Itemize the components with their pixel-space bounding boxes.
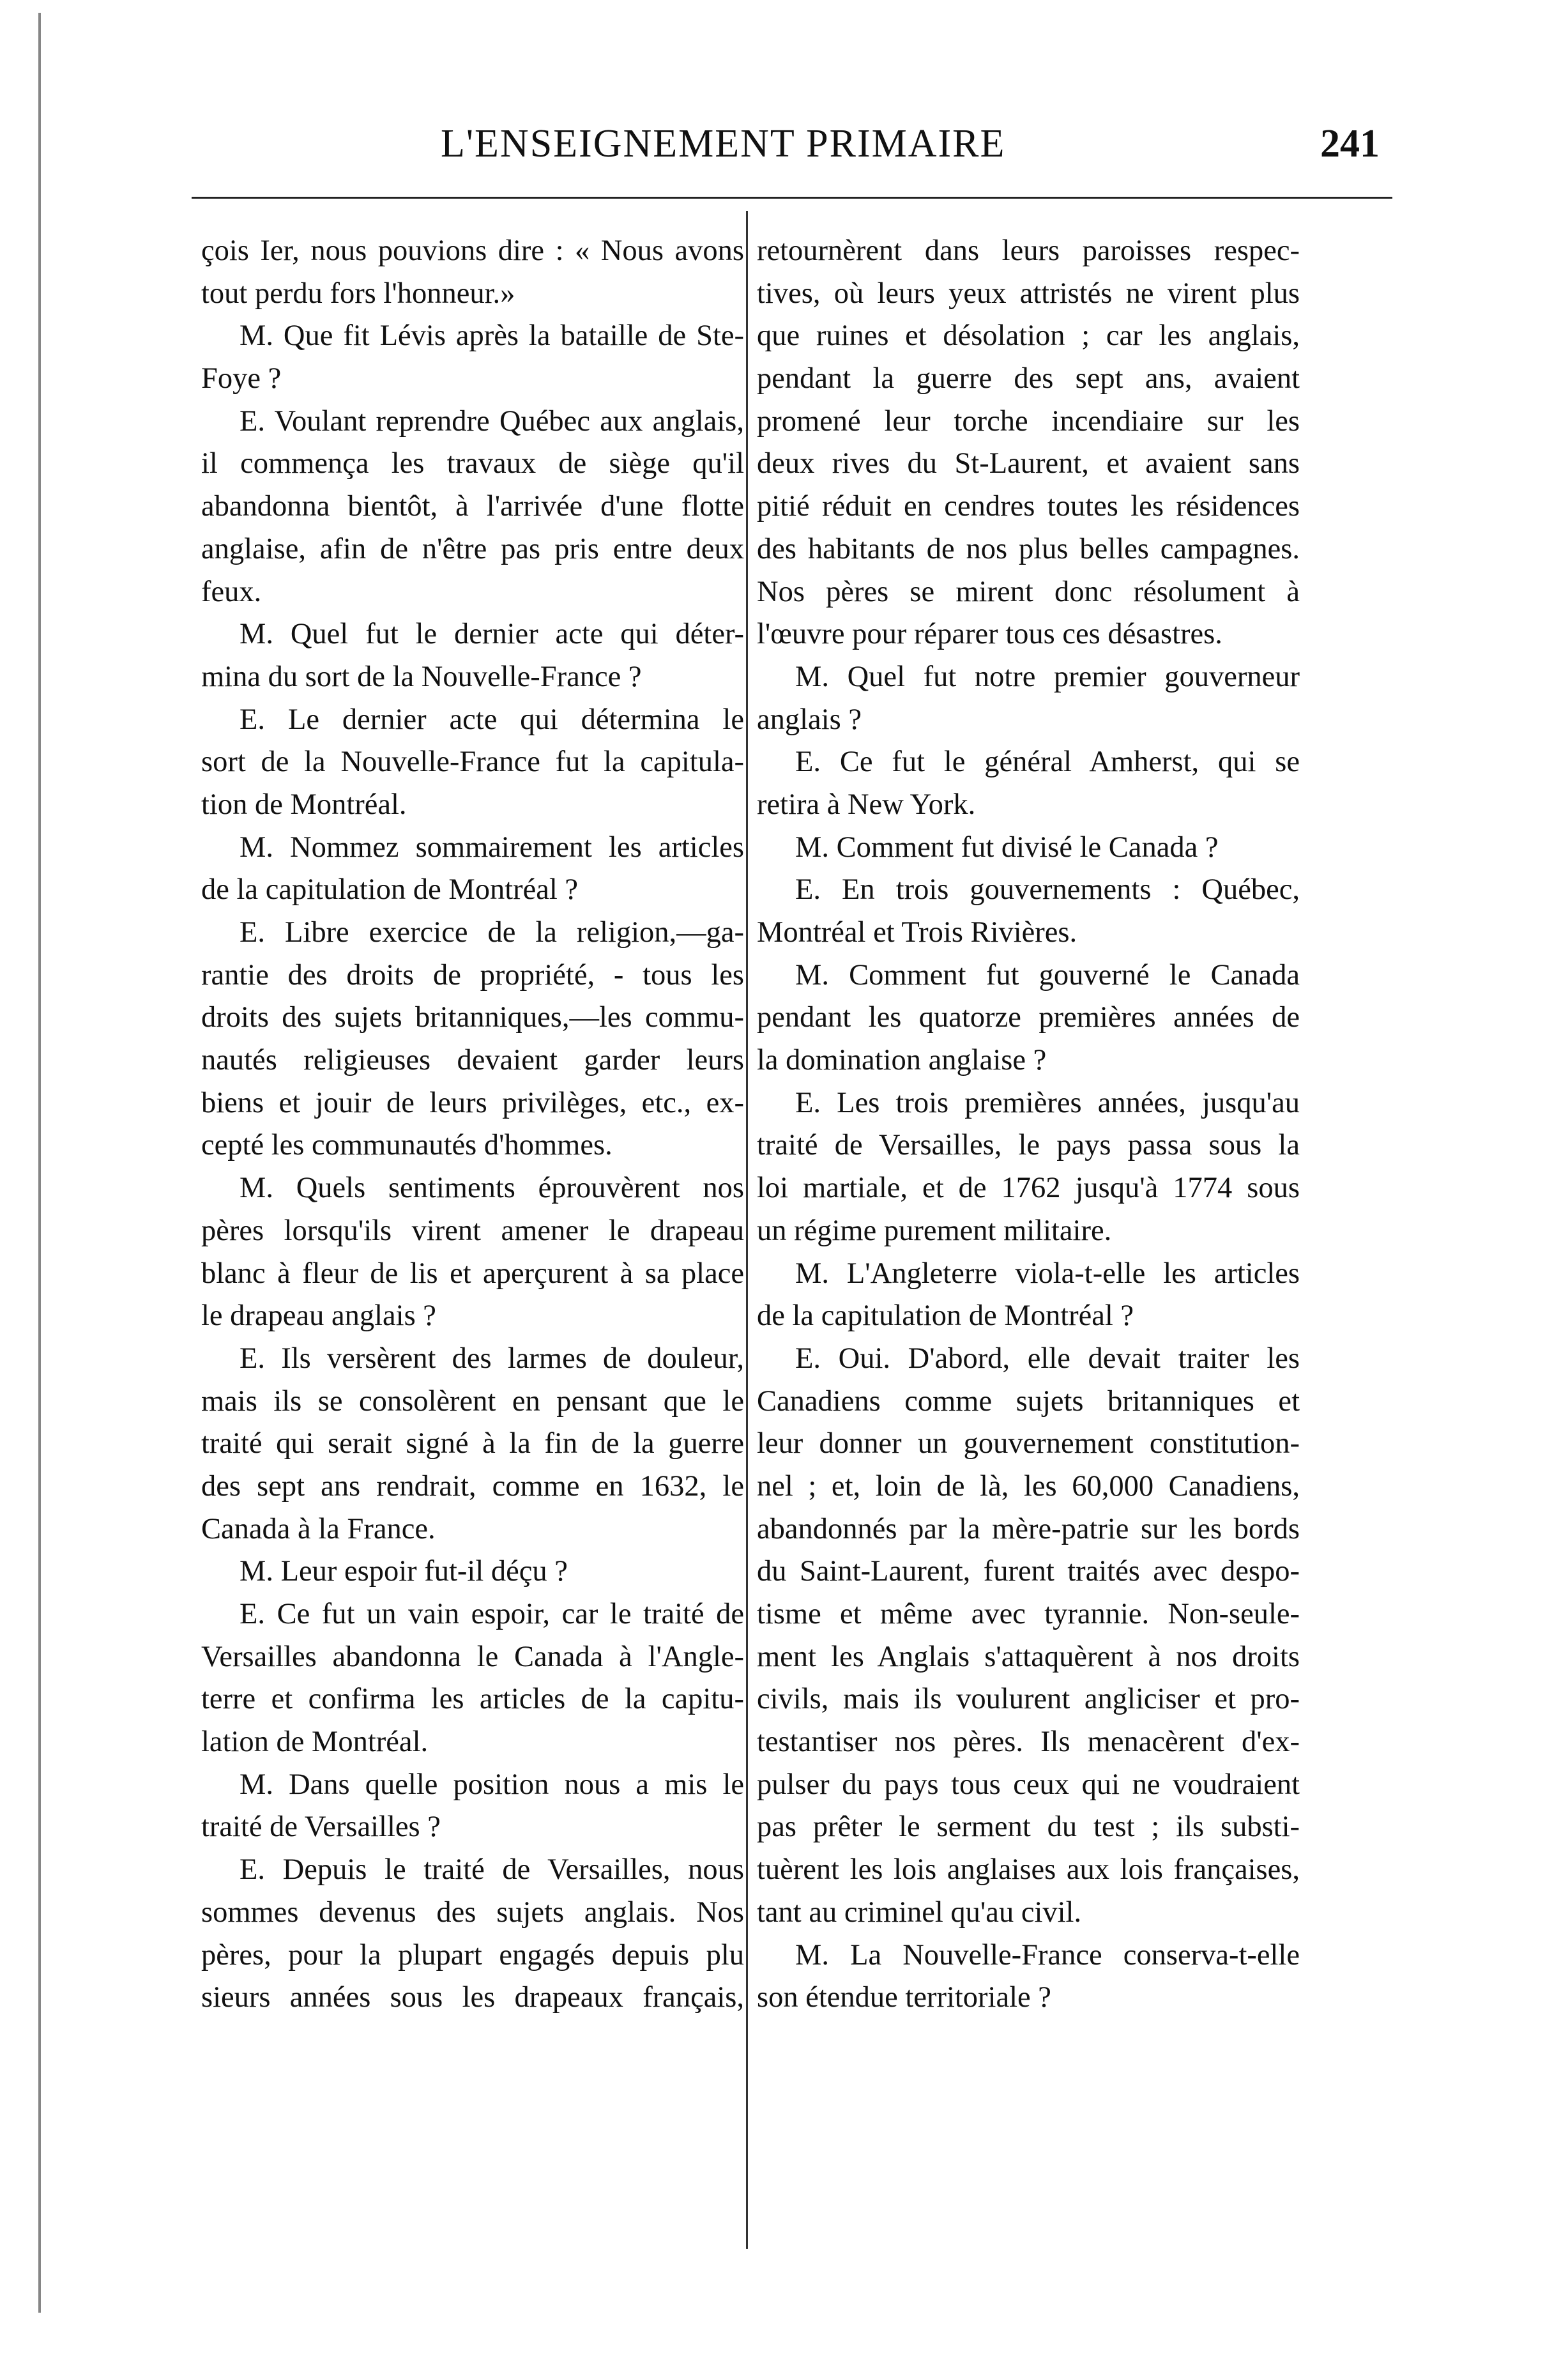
- text-line: Versailles abandonna le Canada à l'Angle-: [201, 1640, 744, 1673]
- text-line: tout perdu fors l'honneur.»: [201, 277, 515, 310]
- text-line: l'œuvre pour réparer tous ces désastres.: [757, 618, 1222, 651]
- text-line: tant au criminel qu'au civil.: [757, 1895, 1082, 1929]
- text-line: M. Comment fut divisé le Canada ?: [795, 831, 1219, 864]
- text-line: civils, mais ils voulurent angliciser et pro-: [757, 1683, 1300, 1716]
- text-line: Foye ?: [201, 362, 282, 395]
- text-line: abandonnés par la mère-patrie sur les bords: [757, 1512, 1300, 1545]
- binding-edge-mark: [38, 13, 66, 2313]
- text-line: pendant la guerre des sept ans, avaient: [757, 362, 1300, 395]
- text-line: M. Dans quelle position nous a mis le: [240, 1768, 744, 1801]
- text-line: des sept ans rendrait, comme en 1632, le: [201, 1469, 744, 1503]
- text-line: E. Ils versèrent des larmes de douleur,: [240, 1342, 744, 1375]
- text-line: M. L'Angleterre viola-t-elle les articles: [795, 1257, 1300, 1290]
- text-line: feux.: [201, 575, 262, 608]
- text-line: rantie des droits de propriété, - tous les: [201, 958, 744, 992]
- text-line: anglaise, afin de n'être pas pris entre deux: [201, 532, 744, 565]
- text-line: retira à New York.: [757, 788, 976, 821]
- text-line: tives, où leurs yeux attristés ne virent plus: [757, 277, 1300, 310]
- text-line: pitié réduit en cendres toutes les résidences: [757, 490, 1300, 523]
- text-line: il commença les travaux de siège qu'il: [201, 447, 744, 480]
- right-column: [757, 230, 1300, 2019]
- text-line: E. Ce fut un vain espoir, car le traité de: [240, 1598, 744, 1630]
- text-line: pendant les quatorze premières années de: [757, 1001, 1300, 1034]
- text-line: de la capitulation de Montréal ?: [201, 873, 579, 907]
- text-line: ment les Anglais s'attaquèrent à nos droits: [757, 1640, 1300, 1673]
- page-header: [147, 121, 1380, 179]
- text-line: promené leur torche incendiaire sur les: [757, 404, 1300, 438]
- text-line: M. Que fit Lévis après la bataille de Ste-: [240, 319, 744, 353]
- text-line: un régime purement militaire.: [757, 1214, 1112, 1247]
- text-line: traité qui serait signé à la fin de la guerre: [201, 1427, 744, 1460]
- text-line: tion de Montréal.: [201, 788, 407, 821]
- text-line: mais ils se consolèrent en pensant que le: [201, 1384, 744, 1418]
- text-line: nel ; et, loin de là, les 60,000 Canadiens,: [757, 1469, 1300, 1503]
- text-line: son étendue territoriale ?: [757, 1981, 1051, 2014]
- text-line: M. La Nouvelle-France conserva-t-elle: [795, 1938, 1300, 1972]
- header-rule: [192, 197, 1392, 199]
- text-line: E. Depuis le traité de Versailles, nous: [240, 1853, 744, 1887]
- text-line: Canada à la France.: [201, 1512, 436, 1545]
- text-line: tisme et même avec tyrannie. Non-seule-: [757, 1598, 1300, 1630]
- text-line: des habitants de nos plus belles campagnes.: [757, 532, 1300, 565]
- text-line: M. Leur espoir fut-il déçu ?: [240, 1555, 568, 1588]
- text-line: la domination anglaise ?: [757, 1044, 1047, 1077]
- text-line: de la capitulation de Montréal ?: [757, 1299, 1134, 1333]
- text-line: E. Ce fut le général Amherst, qui se: [795, 746, 1300, 779]
- text-line: M. Quel fut le dernier acte qui déter-: [240, 618, 744, 651]
- text-line: lation de Montréal.: [201, 1726, 429, 1759]
- text-line: le drapeau anglais ?: [201, 1299, 436, 1333]
- text-line: E. En trois gouvernements : Québec,: [795, 873, 1300, 907]
- text-line: cepté les communautés d'hommes.: [201, 1129, 613, 1162]
- text-line: tuèrent les lois anglaises aux lois françaises,: [757, 1853, 1300, 1887]
- text-line: M. Quel fut notre premier gouverneur: [795, 660, 1300, 693]
- text-line: sieurs années sous les drapeaux français,: [201, 1981, 744, 2014]
- text-line: blanc à fleur de lis et aperçurent à sa place: [201, 1257, 744, 1290]
- text-line: E. Voulant reprendre Québec aux anglais,: [240, 404, 744, 438]
- text-line: pulser du pays tous ceux qui ne voudraient: [757, 1768, 1300, 1801]
- text-line: sort de la Nouvelle-France fut la capitula-: [201, 746, 744, 779]
- page-number: 241: [1320, 122, 1380, 165]
- text-line: pères, pour la plupart engagés depuis plu: [201, 1938, 744, 1972]
- text-line: abandonna bientôt, à l'arrivée d'une flotte: [201, 490, 744, 523]
- text-line: droits des sujets britanniques,—les commu-: [201, 1001, 744, 1034]
- text-line: M. Quels sentiments éprouvèrent nos: [240, 1172, 744, 1205]
- text-line: E. Libre exercice de la religion,—ga-: [240, 916, 744, 949]
- text-line: pas prêter le serment du test ; ils substi-: [757, 1811, 1300, 1844]
- text-line: Montréal et Trois Rivières.: [757, 916, 1077, 949]
- text-line: E. Les trois premières années, jusqu'au: [795, 1086, 1300, 1119]
- text-line: biens et jouir de leurs privilèges, etc., ex-: [201, 1086, 744, 1119]
- text-line: du Saint-Laurent, furent traités avec despo-: [757, 1555, 1300, 1588]
- running-head: L'ENSEIGNEMENT PRIMAIRE: [441, 122, 1006, 165]
- text-line: anglais ?: [757, 703, 862, 736]
- text-line: nautés religieuses devaient garder leurs: [201, 1044, 744, 1077]
- text-line: retournèrent dans leurs paroisses respec-: [757, 234, 1300, 267]
- text-line: terre et confirma les articles de la capitu-: [201, 1683, 744, 1716]
- text-line: loi martiale, et de 1762 jusqu'à 1774 sous: [757, 1172, 1300, 1205]
- left-column: [201, 230, 744, 2019]
- text-line: leur donner un gouvernement constitution-: [757, 1427, 1300, 1460]
- text-line: E. Le dernier acte qui détermina le: [240, 703, 744, 736]
- text-line: Nos pères se mirent donc résolument à: [757, 575, 1300, 608]
- text-line: traité de Versailles, le pays passa sous la: [757, 1129, 1300, 1162]
- text-line: mina du sort de la Nouvelle-France ?: [201, 660, 642, 693]
- text-line: pères lorsqu'ils virent amener le drapeau: [201, 1214, 744, 1247]
- text-line: E. Oui. D'abord, elle devait traiter les: [795, 1342, 1300, 1375]
- text-line: que ruines et désolation ; car les anglais,: [757, 319, 1300, 353]
- text-line: testantiser nos pères. Ils menacèrent d'ex-: [757, 1726, 1300, 1759]
- text-line: çois Ier, nous pouvions dire : « Nous avons: [201, 234, 744, 267]
- text-line: sommes devenus des sujets anglais. Nos: [201, 1895, 744, 1929]
- text-line: deux rives du St-Laurent, et avaient sans: [757, 447, 1300, 480]
- text-line: Canadiens comme sujets britanniques et: [757, 1384, 1300, 1418]
- text-line: M. Nommez sommairement les articles: [240, 831, 744, 864]
- column-divider: [746, 211, 748, 2249]
- text-line: traité de Versailles ?: [201, 1811, 441, 1844]
- text-line: M. Comment fut gouverné le Canada: [795, 958, 1300, 992]
